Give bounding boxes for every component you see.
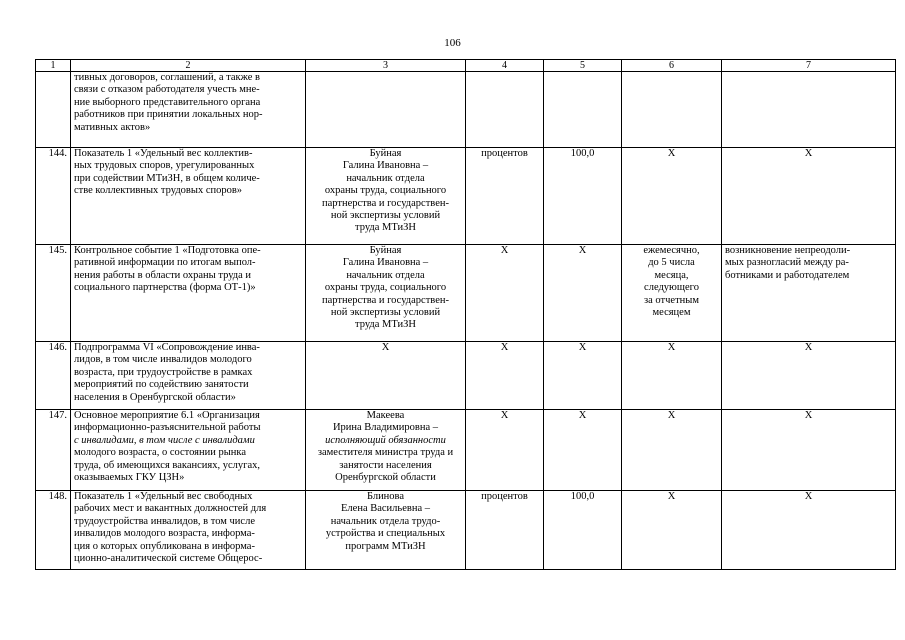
page-number: 106 xyxy=(444,37,461,49)
term-cell-line: до 5 числа xyxy=(648,257,695,269)
description-cell-line: связи с отказом работодателя учесть мне- xyxy=(74,84,260,96)
description-cell-line: населения в Оренбургской области» xyxy=(74,391,236,403)
value-cell: 100,0 xyxy=(544,491,622,570)
responsible-cell-line: труда МТиЗН xyxy=(355,319,416,331)
responsible-cell-line: Буйная xyxy=(369,245,402,256)
responsible-cell-line: Ирина Владимировна – xyxy=(332,422,439,434)
risk-cell xyxy=(722,148,896,245)
description-cell xyxy=(71,491,306,570)
description-cell-line: с инвалидами, в том числе с инвалидами xyxy=(74,434,255,446)
responsible-cell-line: заместителя министра труда и xyxy=(317,447,454,459)
unit-cell: процентов xyxy=(466,148,544,245)
description-cell-line: ционно-аналитической системе Общерос- xyxy=(74,553,263,565)
description-cell-line: оказываемых ГКУ ЦЗН» xyxy=(74,472,185,484)
responsible-cell-line: Буйная xyxy=(369,148,402,159)
row-number-cell: 144. xyxy=(36,148,71,245)
description-cell-line: Показатель 1 «Удельный вес свободных xyxy=(74,491,253,502)
header-cell-1: 1 xyxy=(36,60,71,72)
risk-cell xyxy=(722,491,896,570)
description-cell-line: инвалидов молодого возраста, информа- xyxy=(74,528,255,540)
term-cell-line: месяцем xyxy=(652,307,691,319)
description-cell-line: мативных актов» xyxy=(74,121,151,133)
description-cell-line: Контрольное событие 1 «Подготовка опе- xyxy=(74,245,261,256)
row-number-cell: 146. xyxy=(36,342,71,410)
term-cell xyxy=(622,148,722,245)
description-cell-line: рабочих мест и вакантных должностей для xyxy=(74,503,267,515)
description-cell-line: стве коллективных трудовых споров» xyxy=(74,185,243,197)
responsible-cell-line: Х xyxy=(381,342,390,353)
value-cell: Х xyxy=(544,342,622,410)
description-cell xyxy=(71,342,306,410)
risk-cell-line: мых разногласий между ра- xyxy=(725,257,849,269)
responsible-cell xyxy=(306,245,466,342)
unit-cell xyxy=(466,72,544,148)
risk-cell xyxy=(722,245,896,342)
row-number-cell: 145. xyxy=(36,245,71,342)
description-cell-line: социального партнерства (форма ОТ-1)» xyxy=(74,282,256,294)
responsible-cell-line: охраны труда, социального xyxy=(324,185,447,197)
description-cell xyxy=(71,245,306,342)
unit-cell: Х xyxy=(466,410,544,491)
description-cell-line: информационно-разъяснительной работы xyxy=(74,422,261,434)
value-cell: 100,0 xyxy=(544,148,622,245)
responsible-cell-line: партнерства и государствен- xyxy=(322,197,449,209)
description-cell-line: нения работы в области охраны труда и xyxy=(74,269,252,281)
responsible-cell-line: ной экспертизы условий xyxy=(330,210,441,222)
responsible-cell-line: начальник отдела трудо- xyxy=(330,515,441,527)
responsible-cell-line: ной экспертизы условий xyxy=(330,307,441,319)
description-cell-line: тивных договоров, соглашений, а также в xyxy=(74,72,261,83)
term-cell-line: за отчетным xyxy=(644,294,699,306)
responsible-cell-line: партнерства и государствен- xyxy=(322,294,449,306)
responsible-cell-line: Оренбургской области xyxy=(335,472,436,484)
table-row xyxy=(36,342,896,410)
description-cell-line: трудоустройства инвалидов, в том числе xyxy=(74,515,255,527)
risk-cell-line: ботниками и работодателем xyxy=(725,269,850,281)
row-number-cell: 147. xyxy=(36,410,71,491)
term-cell xyxy=(622,342,722,410)
responsible-cell-line: устройства и специальных xyxy=(325,528,446,540)
term-cell-line: Х xyxy=(667,342,676,353)
description-cell-line: труда, об имеющихся вакансиях, услугах, xyxy=(74,459,260,471)
term-cell-line: Х xyxy=(667,410,676,421)
description-cell-line: молодого возраста, о состоянии рынка xyxy=(74,447,246,459)
header-cell-2: 2 xyxy=(71,60,306,72)
term-cell xyxy=(622,491,722,570)
table-row xyxy=(36,491,896,570)
responsible-cell xyxy=(306,491,466,570)
description-cell-line: ративной информации по итогам выпол- xyxy=(74,257,256,269)
value-cell xyxy=(544,72,622,148)
responsible-cell xyxy=(306,410,466,491)
description-cell-line: лидов, в том числе инвалидов молодого xyxy=(74,354,252,366)
value-cell: Х xyxy=(544,410,622,491)
description-cell xyxy=(71,72,306,148)
responsible-cell xyxy=(306,72,466,148)
description-cell-line: мероприятий по содействию занятости xyxy=(74,379,249,391)
risk-cell-line: Х xyxy=(804,491,813,502)
risk-cell xyxy=(722,410,896,491)
table-row xyxy=(36,410,896,491)
description-cell xyxy=(71,148,306,245)
program-table xyxy=(35,59,896,570)
term-cell-line: месяца, xyxy=(654,269,689,281)
unit-cell: Х xyxy=(466,342,544,410)
term-cell xyxy=(622,245,722,342)
description-cell-line: при содействии МТиЗН, в общем количе- xyxy=(74,172,260,184)
description-cell-line: Показатель 1 «Удельный вес коллектив- xyxy=(74,148,253,159)
responsible-cell-line: Блинова xyxy=(366,491,405,502)
header-row xyxy=(36,60,896,72)
term-cell-line: следующего xyxy=(644,282,699,294)
responsible-cell-line: начальник отдела xyxy=(346,172,425,184)
table-row xyxy=(36,245,896,342)
description-cell-line: ция о которых опубликована в информа- xyxy=(74,540,255,552)
header-cell-4: 4 xyxy=(466,60,544,72)
term-cell-line: Х xyxy=(667,148,676,159)
header-cell-6: 6 xyxy=(622,60,722,72)
risk-cell-line: Х xyxy=(804,410,813,421)
description-cell-line: Основное мероприятие 6.1 «Организация xyxy=(74,410,260,421)
responsible-cell-line: труда МТиЗН xyxy=(355,222,416,234)
responsible-cell-line: исполняющий обязанности xyxy=(325,434,446,446)
description-cell-line: ных трудовых споров, урегулированных xyxy=(74,160,255,172)
responsible-cell-line: Елена Васильевна – xyxy=(341,503,430,515)
header-cell-3: 3 xyxy=(306,60,466,72)
unit-cell: процентов xyxy=(466,491,544,570)
description-cell xyxy=(71,410,306,491)
responsible-cell xyxy=(306,342,466,410)
risk-cell-line: возникновение непреодоли- xyxy=(725,245,851,256)
responsible-cell-line: занятости населения xyxy=(339,459,432,471)
risk-cell-line: Х xyxy=(804,342,813,353)
value-cell: Х xyxy=(544,245,622,342)
description-cell-line: ние выборного представительного органа xyxy=(74,96,261,108)
row-number-cell: 148. xyxy=(36,491,71,570)
responsible-cell-line: программ МТиЗН xyxy=(345,540,426,552)
responsible-cell-line: Галина Ивановна – xyxy=(342,160,429,172)
responsible-cell-line: охраны труда, социального xyxy=(324,282,447,294)
term-cell-line: Х xyxy=(667,491,676,502)
unit-cell: Х xyxy=(466,245,544,342)
risk-cell xyxy=(722,342,896,410)
table-row xyxy=(36,72,896,148)
term-cell xyxy=(622,72,722,148)
term-cell-line: ежемесячно, xyxy=(643,245,700,256)
header-cell-5: 5 xyxy=(544,60,622,72)
term-cell xyxy=(622,410,722,491)
risk-cell-line: Х xyxy=(804,148,813,159)
description-cell-line: возраста, при трудоустройстве в рамках xyxy=(74,366,253,378)
description-cell-line: Подпрограмма VI «Сопровождение инва- xyxy=(74,342,260,353)
responsible-cell-line: Галина Ивановна – xyxy=(342,257,429,269)
header-cell-7: 7 xyxy=(722,60,896,72)
responsible-cell xyxy=(306,148,466,245)
risk-cell xyxy=(722,72,896,148)
responsible-cell-line: Макеева xyxy=(366,410,405,421)
responsible-cell-line: начальник отдела xyxy=(346,269,425,281)
table-row xyxy=(36,148,896,245)
row-number-cell xyxy=(36,72,71,148)
description-cell-line: работников при принятии локальных нор- xyxy=(74,109,263,121)
